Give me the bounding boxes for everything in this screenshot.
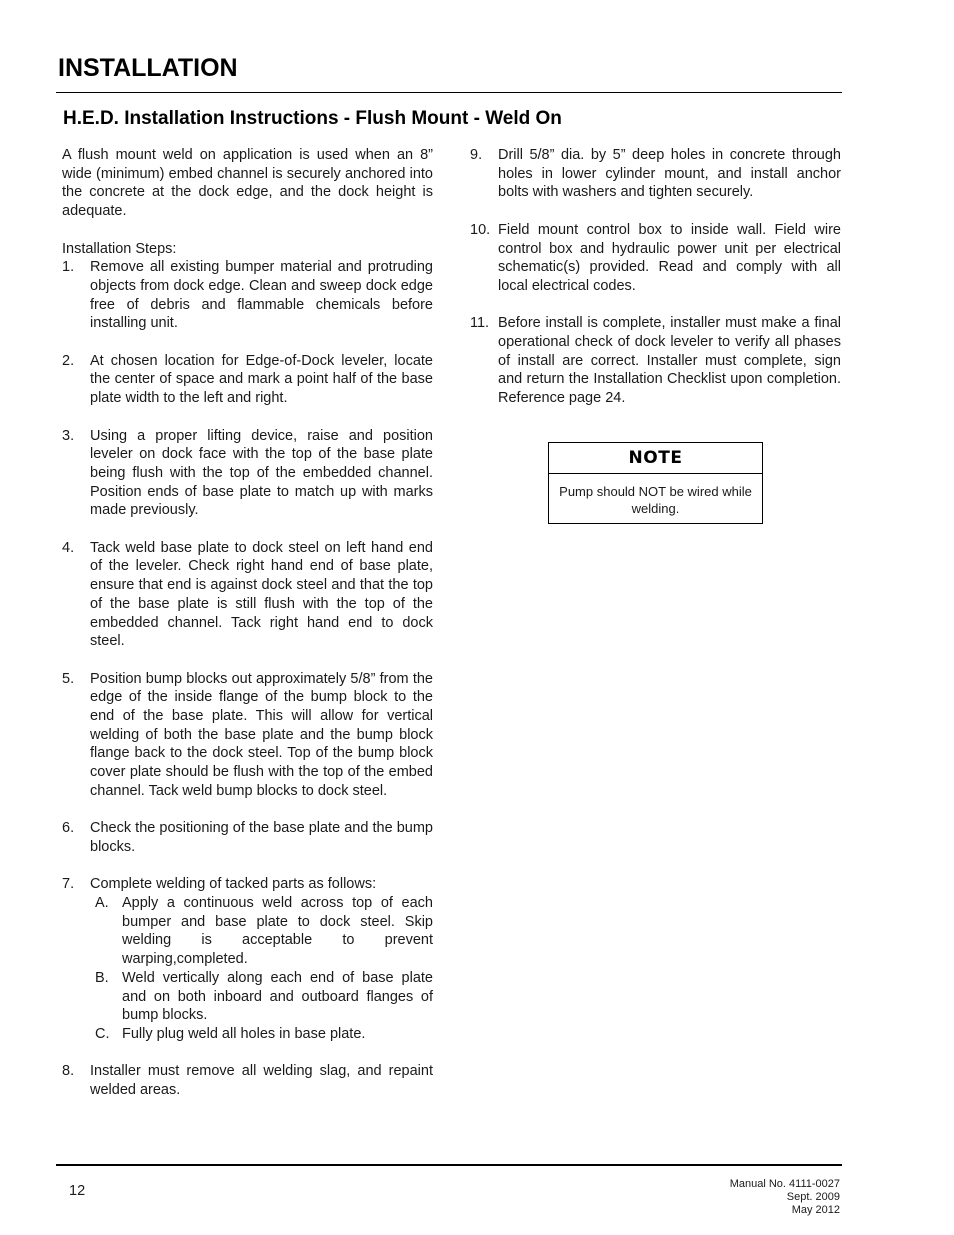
- steps-label: Installation Steps:: [62, 240, 177, 257]
- step-text: Tack weld base plate to dock steel on left hand end of the leveler. Check right hand end of base plate, ensure that end is against dock steel and that the top of the base plate is still flush with the top of the embedded channel. Tack right hand end to dock steel.: [90, 539, 433, 650]
- list-item: [62, 819, 433, 856]
- step-text: Before install is complete, installer must make a final operational check of dock leveler to verify all phases of install are correct. Installer must complete, sign and return the Installation Checklist upon completion. Reference page 24.: [498, 315, 841, 407]
- substep-item: [90, 969, 433, 1025]
- header-rule: [56, 92, 842, 93]
- list-item: [62, 352, 433, 408]
- step-text: Using a proper lifting device, raise and position leveler on dock face with the top of the base plate being flush with the top of the embedded channel. Position ends of base plate to match up with marks made previously.: [90, 427, 433, 519]
- steps-list-left: [62, 258, 433, 1100]
- right-column: [470, 146, 841, 427]
- manual-date-original: Sept. 2009: [786, 1191, 840, 1203]
- intro-paragraph: A flush mount weld on application is used when an 8” wide (minimum) embed channel is securely anchored into the concrete at the dock edge, and the dock height is adequate.: [62, 147, 433, 220]
- list-item: [62, 670, 433, 801]
- substep-text: Weld vertically along each end of base plate and on both inboard and outboard flanges of bump blocks.: [122, 969, 433, 1024]
- page-number: 12: [69, 1183, 86, 1199]
- step-number: 1.: [62, 259, 75, 276]
- substep-letter: B.: [95, 969, 109, 986]
- step-text: Complete welding of tacked parts as follows:: [90, 876, 377, 893]
- step-text: Installer must remove all welding slag, and repaint welded areas.: [90, 1063, 433, 1099]
- footer-rule: [56, 1164, 842, 1166]
- list-item: [470, 314, 841, 408]
- substep-text: Fully plug weld all holes in base plate.: [122, 1025, 366, 1042]
- substeps-list: [90, 894, 433, 1044]
- page-title: INSTALLATION: [58, 54, 238, 82]
- note-box: [548, 442, 763, 524]
- substep-letter: C.: [95, 1025, 110, 1042]
- step-number: 2.: [62, 352, 75, 369]
- manual-info: [730, 1178, 840, 1217]
- list-item: [470, 221, 841, 296]
- substep-letter: A.: [95, 895, 109, 912]
- step-number: 11.: [470, 315, 490, 332]
- step-number: 3.: [62, 427, 75, 444]
- section-title: H.E.D. Installation Instructions - Flush Mount - Weld On: [63, 108, 562, 129]
- note-heading: NOTE: [549, 443, 762, 474]
- list-item: [62, 1062, 433, 1099]
- manual-number: Manual No. 4111-0027: [729, 1178, 840, 1190]
- step-number: 9.: [470, 147, 483, 163]
- step-number: 6.: [62, 820, 75, 837]
- steps-list-right: [470, 146, 841, 408]
- substep-text: Apply a continuous weld across top of each bumper and base plate to dock steel. Skip welding is acceptable to prevent warping,completed.: [122, 895, 433, 968]
- step-text: Field mount control box to inside wall. Field wire control box and hydraulic power unit per electrical schematic(s) provided. Read and comply with all local electrical codes.: [498, 221, 841, 294]
- substep-item: [90, 1025, 433, 1044]
- step-text: Remove all existing bumper material and protruding objects from dock edge. Clean and sweep dock edge free of debris and flammable chemicals before installing unit.: [90, 259, 433, 332]
- step-number: 10.: [470, 221, 491, 238]
- list-item: [62, 427, 433, 521]
- step-number: 4.: [62, 539, 75, 556]
- step-number: 8.: [62, 1063, 75, 1080]
- left-column: [62, 146, 433, 1118]
- list-item: [62, 875, 433, 1043]
- list-item: [62, 258, 433, 333]
- substep-item: [90, 894, 433, 969]
- list-item: [470, 146, 841, 202]
- step-number: 5.: [62, 670, 75, 687]
- step-text: At chosen location for Edge-of-Dock leveler, locate the center of space and mark a point half of the base plate width to the left and right.: [90, 352, 433, 407]
- step-text: Position bump blocks out approximately 5/8” from the edge of the inside flange of the bump block to the end of the base plate. This will allow for vertical welding of both the base plate and the bump block flange back to the dock steel. Top of the bump block cover plate should be flush with the top of the embed channel. Tack weld bump blocks to dock steel.: [90, 670, 433, 799]
- note-text: Pump should NOT be wired while welding.: [559, 484, 752, 516]
- list-item: [62, 539, 433, 651]
- manual-date-revised: May 2012: [791, 1204, 840, 1216]
- step-text: Drill 5/8” dia. by 5” deep holes in concrete through holes in lower cylinder mount, and install anchor bolts with washers and tighten securely.: [498, 147, 841, 201]
- step-number: 7.: [62, 876, 75, 893]
- step-text: Check the positioning of the base plate and the bump blocks.: [90, 820, 433, 855]
